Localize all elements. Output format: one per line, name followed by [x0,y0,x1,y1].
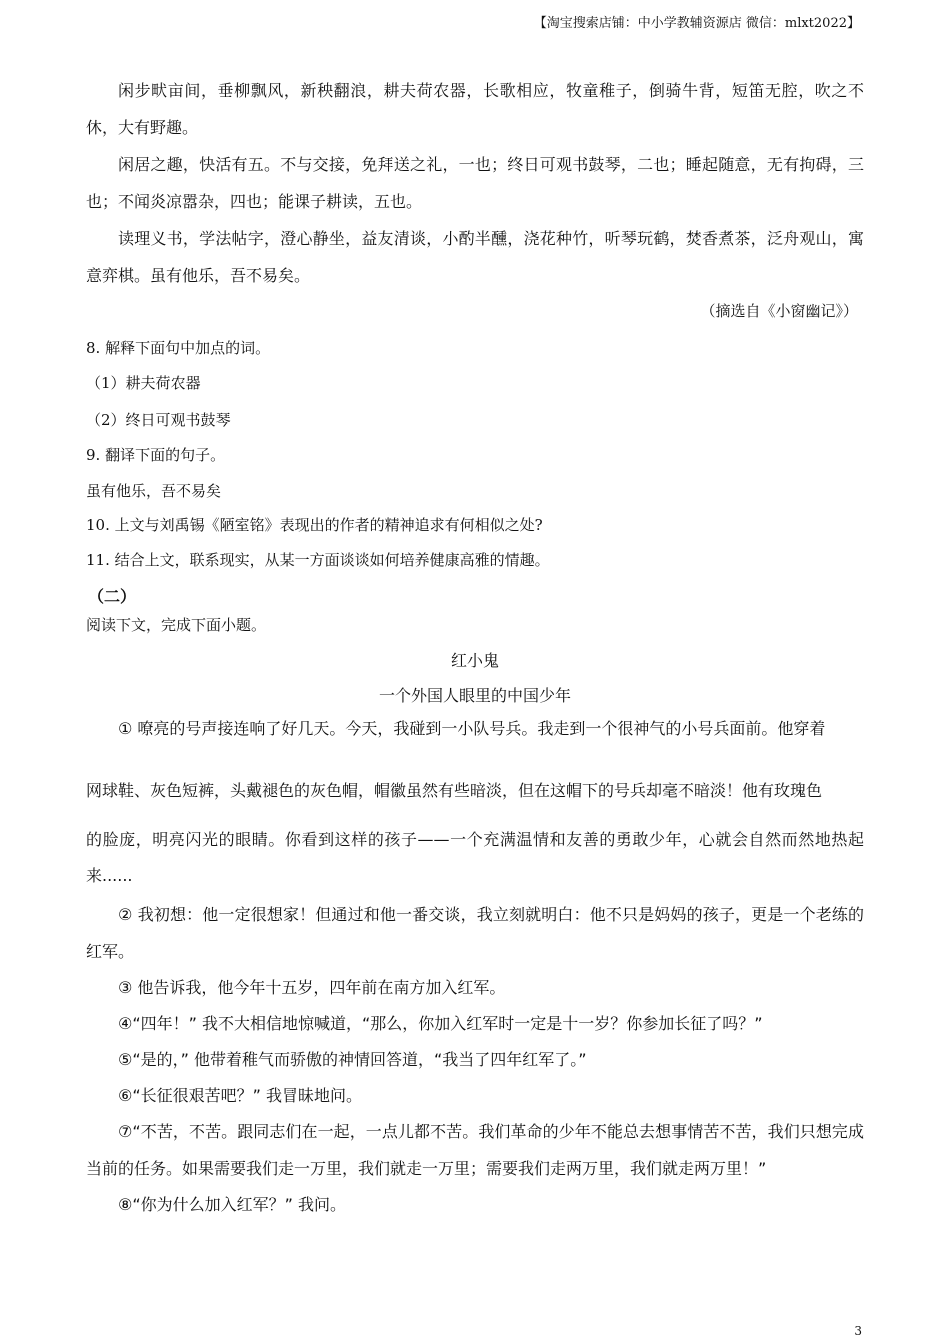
classical-paragraph-3: 读理义书，学法帖字，澄心静坐，益友清谈，小酌半醺，浇花种竹，听琴玩鹤，焚香煮茶，泛舟观山，寓意弈棋。虽有他乐，吾不易矣。 [86,229,864,285]
classical-paragraph-2: 闲居之趣，快活有五。不与交接，免拜送之礼，一也；终日可观书鼓琴，二也；睡起随意，无有拘碍，三也；不闻炎凉嚣杂，四也；能课子耕读，五也。 [86,155,864,211]
dotted-word-gu: 鼓 [200,411,216,429]
section-2-label: （二） [88,587,137,606]
story-paragraph-8: ⑧“你为什么加入红军？” 我问。 [118,1195,347,1214]
q8-1-prefix: （1）耕夫 [86,374,156,392]
story-paragraph-3: ③ 他告诉我，他今年十五岁，四年前在南方加入红军。 [118,978,506,997]
q8-1-suffix: 农器 [170,374,201,392]
q8-2-suffix: 琴 [215,411,231,429]
source-citation: （摘选自《小窗幽记》） [700,302,858,320]
question-11: 11. 结合上文，联系现实，从某一方面谈谈如何培养健康高雅的情趣。 [86,551,550,569]
story-paragraph-2: ② 我初想：他一定很想家！但通过和他一番交谈，我立刻就明白：他不只是妈妈的孩子，更是一个老练的红军。 [86,905,864,961]
story-paragraph-4: ④“四年！” 我不大相信地惊喊道，“那么，你加入红军时一定是十一岁？你参加长征了吗？” [118,1014,763,1033]
question-8-2 [86,409,231,430]
story-title: 红小鬼 [450,651,499,670]
question-10: 10. 上文与刘禹锡《陋室铭》表现出的作者的精神追求有何相似之处? [86,516,543,534]
story-paragraph-5: ⑤“是的，” 他带着稚气而骄傲的神情回答道，“我当了四年红军了。” [118,1050,587,1069]
story-paragraph-7: ⑦“不苦，不苦。跟同志们在一起，一点儿都不苦。我们革命的少年不能总去想事情苦不苦，我们只想完成当前的任务。如果需要我们走一万里，我们就走一万里；需要我们走两万里，我们就走两万里！” [86,1122,864,1178]
story-paragraph-6: ⑥“长征很艰苦吧？” 我冒昧地问。 [118,1086,363,1105]
question-9: 9. 翻译下面的句子。 [86,446,226,464]
page-header: 【淘宝搜索店铺：中小学教辅资源店 微信：mlxt2022】 [533,16,860,31]
question-9-sentence: 虽有他乐，吾不易矣 [86,482,222,500]
story-subtitle: 一个外国人眼里的中国少年 [378,686,571,705]
page-number: 3 [854,1324,862,1338]
question-8-1 [86,372,201,393]
story-paragraph-1c: 的脸庞，明亮闪光的眼睛。你看到这样的孩子——一个充满温情和友善的勇敢少年，心就会自然而然地热起来...... [86,830,864,885]
section-2-instruction: 阅读下文，完成下面小题。 [86,616,267,634]
q8-2-prefix: （2）终日可观书 [86,411,201,429]
story-paragraph-1b: 网球鞋、灰色短裤，头戴褪色的灰色帽，帽徽虽然有些暗淡，但在这帽下的号兵却毫不暗淡！他有玫瑰色 [86,781,823,800]
question-8: 8. 解释下面句中加点的词。 [86,339,271,357]
dotted-word-he: 荷 [155,374,171,392]
classical-paragraph-1: 闲步畎亩间，垂柳飘风，新秧翻浪，耕夫荷农器，长歌相应，牧童稚子，倒骑牛背，短笛无腔，吹之不休，大有野趣。 [86,81,864,137]
story-paragraph-1a: ① 嘹亮的号声接连响了好几天。今天，我碰到一小队号兵。我走到一个很神气的小号兵面前。他穿着 [118,719,826,738]
